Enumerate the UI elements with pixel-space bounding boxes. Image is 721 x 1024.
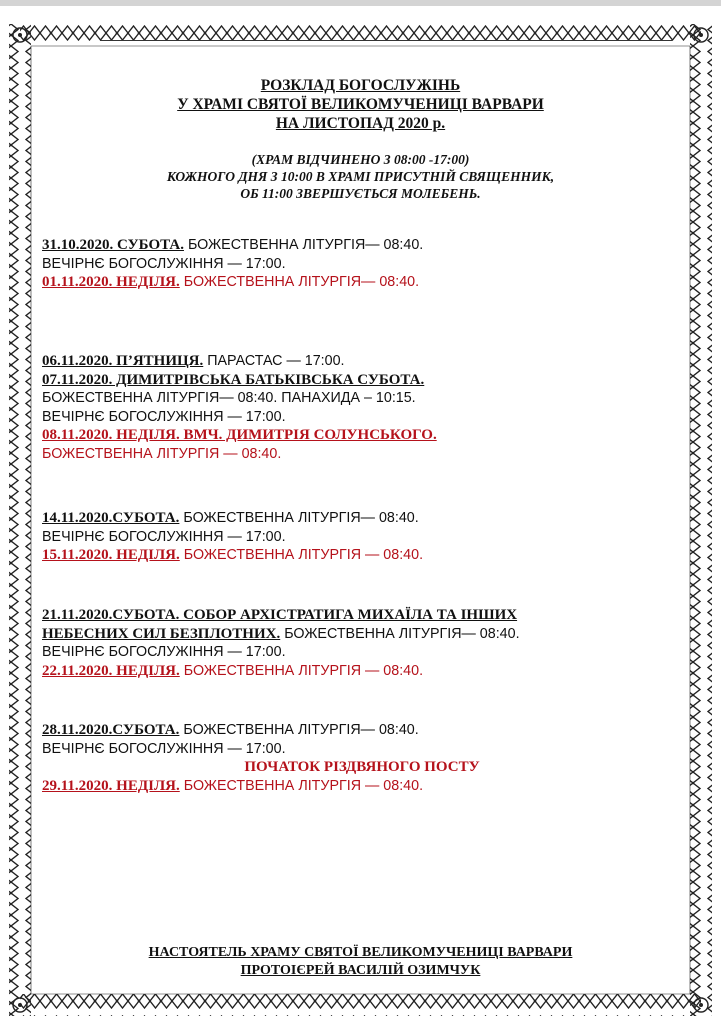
schedule-service: БОЖЕСТВЕННА ЛІТУРГІЯ— 08:40. <box>179 510 419 526</box>
schedule-service: БОЖЕСТВЕННА ЛІТУРГІЯ — 08:40. <box>179 777 424 794</box>
schedule-date: 08.11.2020. НЕДІЛЯ. ВМЧ. ДИМИТРІЯ СОЛУНСЬКОГО. <box>42 427 437 443</box>
schedule-group-3 <box>42 509 682 565</box>
header-church: У ХРАМІ СВЯТОЇ ВЕЛИКОМУЧЕНИЦІ ВАРВАРИ <box>177 96 544 113</box>
schedule-service: ВЕЧІРНЄ БОГОСЛУЖІННЯ — 17:00. <box>42 408 286 425</box>
header-title: РОЗКЛАД БОГОСЛУЖІНЬ <box>260 77 461 94</box>
document-header <box>0 76 721 133</box>
schedule-line <box>42 408 682 427</box>
schedule-service: БОЖЕСТВЕННА ЛІТУРГІЯ — 08:40. <box>179 662 424 679</box>
rector-title: НАСТОЯТЕЛЬ ХРАМУ СВЯТОЇ ВЕЛИКОМУЧЕНИЦІ ВАРВАРИ <box>148 945 573 960</box>
schedule-line <box>42 371 682 390</box>
schedule-line <box>42 643 682 662</box>
schedule-service: ПАРАСТАС — 17:00. <box>203 353 345 369</box>
schedule-group-5 <box>42 721 682 795</box>
rector-name: ПРОТОІЄРЕЙ ВАСИЛІЙ ОЗИМЧУК <box>240 963 481 978</box>
schedule-service: БОЖЕСТВЕННА ЛІТУРГІЯ— 08:40. ПАНАХИДА – 10:15. <box>42 390 416 406</box>
header-month: НА ЛИСТОПАД 2020 р. <box>275 115 446 132</box>
top-rule <box>100 40 672 41</box>
opening-hours-note <box>0 151 721 202</box>
schedule-date: 15.11.2020. НЕДІЛЯ. <box>42 547 180 563</box>
schedule-date: 22.11.2020. НЕДІЛЯ. <box>42 662 180 679</box>
schedule-date: 29.11.2020. НЕДІЛЯ. <box>42 777 180 794</box>
schedule-line <box>42 606 682 625</box>
schedule-service: ВЕЧІРНЄ БОГОСЛУЖІННЯ — 17:00. <box>42 528 286 545</box>
schedule-line-sunday <box>42 445 682 464</box>
schedule-line <box>42 236 682 255</box>
schedule-line <box>42 740 682 759</box>
schedule-group-1 <box>42 236 682 292</box>
schedule-line <box>42 389 682 408</box>
schedule-date: 14.11.2020.СУБОТА. <box>42 510 180 526</box>
schedule-group-4 <box>42 606 682 680</box>
schedule-service: БОЖЕСТВЕННА ЛІТУРГІЯ— 08:40. <box>179 722 419 738</box>
schedule-line-sunday <box>42 273 682 292</box>
schedule-line-sunday <box>42 662 682 681</box>
note-line-hours: (ХРАМ ВІДЧИНЕНО З 08:00 -17:00) <box>251 152 470 167</box>
schedule-date: 07.11.2020. ДИМИТРІВСЬКА БАТЬКІВСЬКА СУБОТА. <box>42 371 425 388</box>
schedule-date: 06.11.2020. П’ЯТНИЦЯ. <box>42 353 204 369</box>
schedule-service: БОЖЕСТВЕННА ЛІТУРГІЯ— 08:40. <box>183 237 424 253</box>
schedule-line-sunday <box>42 546 682 565</box>
lent-start-notice: ПОЧАТОК РІЗДВЯНОГО ПОСТУ <box>244 759 480 775</box>
schedule-line <box>42 352 682 371</box>
schedule-line <box>42 721 682 740</box>
schedule-date: НЕБЕСНИХ СИЛ БЕЗПЛОТНИХ. <box>42 625 281 642</box>
schedule-service: ВЕЧІРНЄ БОГОСЛУЖІННЯ — 17:00. <box>42 740 286 757</box>
schedule-date: 01.11.2020. НЕДІЛЯ. <box>42 274 180 290</box>
schedule-service: БОЖЕСТВЕННА ЛІТУРГІЯ— 08:40. <box>179 274 420 290</box>
schedule-service: БОЖЕСТВЕННА ЛІТУРГІЯ— 08:40. <box>280 625 520 642</box>
note-line-priest: КОЖНОГО ДНЯ З 10:00 В ХРАМІ ПРИСУТНІЙ СВЯЩЕННИК, <box>166 169 555 184</box>
signature-block <box>0 944 721 980</box>
schedule-date: 21.11.2020.СУБОТА. СОБОР АРХІСТРАТИГА МИХАЇЛА ТА ІНШИХ <box>42 607 518 623</box>
schedule-service: ВЕЧІРНЄ БОГОСЛУЖІННЯ — 17:00. <box>42 255 286 272</box>
schedule-date: 28.11.2020.СУБОТА. <box>42 722 180 738</box>
schedule-date: 31.10.2020. СУБОТА. <box>42 237 184 253</box>
schedule-group-2 <box>42 352 682 463</box>
schedule-line <box>42 528 682 547</box>
schedule-service: ВЕЧІРНЄ БОГОСЛУЖІННЯ — 17:00. <box>42 644 286 660</box>
schedule-service: БОЖЕСТВЕННА ЛІТУРГІЯ — 08:40. <box>179 547 424 563</box>
schedule-line <box>42 625 682 644</box>
schedule-line <box>42 509 682 528</box>
schedule-service: БОЖЕСТВЕННА ЛІТУРГІЯ — 08:40. <box>42 445 282 462</box>
note-line-moleben: ОБ 11:00 ЗВЕРШУЄТЬСЯ МОЛЕБЕНЬ. <box>240 186 481 201</box>
schedule-line-sunday <box>42 777 682 796</box>
schedule-line <box>42 255 682 274</box>
schedule-line-sunday <box>42 426 682 445</box>
